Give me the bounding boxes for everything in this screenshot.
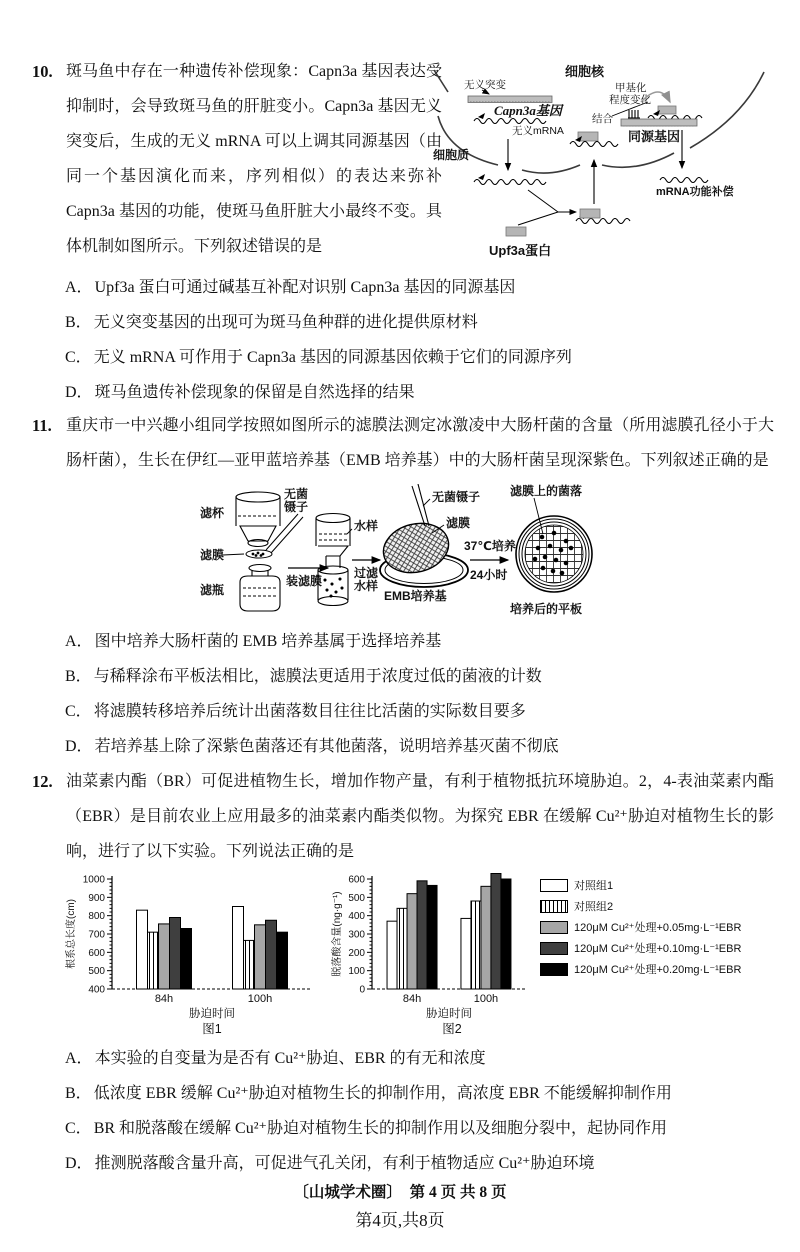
footer-viewer-page-info: 第4页,共8页	[355, 1211, 445, 1230]
svg-text:100h: 100h	[473, 993, 499, 1005]
complex-assembly-lines	[518, 190, 558, 225]
option-d-letter: D．	[65, 384, 93, 401]
question-10-options	[65, 270, 772, 410]
bar-gray-84h	[407, 894, 417, 989]
option-b-letter: B．	[65, 668, 92, 685]
tweezers-2	[412, 484, 429, 526]
option-c-letter: C．	[65, 349, 92, 366]
capn3a-gene-label: Capn3a基因	[494, 103, 562, 118]
binding-complex-wave	[570, 142, 618, 147]
nonsense-mutation-label: 无义突变	[464, 79, 506, 91]
svg-text:400: 400	[88, 984, 105, 996]
y-axis-label: 根系总长度(cm)	[66, 899, 77, 969]
option-d-text: 推测脱落酸含量升高，可促进气孔关闭，有利于植物适应 Cu²⁺胁迫环境	[94, 1155, 595, 1172]
option-b-text: 低浓度 EBR 缓解 Cu²⁺胁迫对植物生长的抑制作用，高浓度 EBR 不能缓解抑制作用	[93, 1085, 672, 1102]
bar-white-100h	[461, 918, 471, 989]
question-12-stem: 油菜素内酯（BR）可促进植物生长，增加作物产量，有利于植物抵抗环境胁迫。2，4-表油菜素内酯（EBR）是目前农业上应用最多的油菜素内酯类似物。为探究 EBR 在缓解 Cu²⁺胁迫对植物生长的影响，进行了以下实验。下列说法正确的是	[66, 773, 774, 860]
question-11	[32, 408, 772, 764]
question-11-stem: 重庆市一中兴趣小组同学按照如图所示的滤膜法测定冰激凌中大肠杆菌的含量（所用滤膜孔径小于大肠杆菌），生长在伊红—亚甲蓝培养基（EMB 培养基）中的大肠杆菌呈现深紫色。下列叙述正确的是	[66, 417, 774, 469]
water-sample-label: 水样	[354, 519, 379, 533]
question-11-options	[65, 624, 772, 764]
root-length-bar-chart	[64, 871, 316, 1021]
svg-text:600: 600	[88, 947, 105, 959]
filter-bottle-label: 滤瓶	[200, 583, 225, 597]
bar-gray-100h	[255, 925, 266, 989]
option-a-letter: A．	[65, 279, 93, 296]
nonsense-mrna-wave	[474, 119, 546, 124]
bar-black-84h	[181, 929, 192, 990]
svg-text:100h: 100h	[247, 993, 273, 1005]
svg-text:84h: 84h	[154, 993, 174, 1005]
bar-darkgray-84h	[170, 918, 181, 990]
homolog-bound-box	[658, 106, 676, 114]
filter-membrane	[246, 550, 272, 558]
bar-white-84h	[137, 910, 148, 989]
option-a-text: Upf3a 蛋白可通过碱基互补配对识别 Capn3a 基因的同源基因	[94, 279, 516, 296]
emb-medium-label: EMB培养基	[384, 589, 447, 603]
bar-darkgray-100h	[491, 874, 501, 990]
svg-text:1000: 1000	[82, 874, 105, 886]
chart-legend	[540, 877, 741, 982]
svg-text:300: 300	[348, 929, 365, 941]
option-c-text: 无义 mRNA 可作用于 Capn3a 基因的同源基因依赖于它们的同源序列	[93, 349, 572, 366]
legend-swatch-vstripe	[540, 900, 568, 913]
bar-black-100h	[501, 879, 511, 989]
question-12	[32, 764, 772, 1181]
option-d	[65, 375, 772, 410]
bar-vstripe-84h	[148, 932, 159, 989]
legend-item-0	[540, 877, 741, 893]
bar-black-84h	[427, 885, 437, 989]
question-10-number: 10.	[32, 62, 53, 81]
option-c	[65, 694, 772, 729]
chart-1-caption: 图1	[202, 1022, 222, 1036]
bar-vstripe-100h	[471, 901, 481, 989]
option-b-letter: B．	[65, 1085, 92, 1102]
binding-complex-box	[578, 132, 598, 141]
option-d	[65, 1146, 772, 1181]
bar-gray-84h	[159, 924, 170, 989]
option-d-text: 斑马鱼遗传补偿现象的保留是自然选择的结果	[94, 384, 415, 401]
nucleus-label: 细胞核	[565, 64, 605, 79]
legend-label: 对照组2	[574, 901, 614, 913]
question-12-options	[65, 1041, 772, 1181]
svg-text:500: 500	[348, 892, 365, 904]
option-a-text: 图中培养大肠杆菌的 EMB 培养基属于选择培养基	[94, 633, 442, 650]
question-12-number: 12.	[32, 772, 53, 791]
svg-text:600: 600	[348, 874, 365, 886]
legend-swatch-darkgray	[540, 942, 568, 955]
aba-content-bar-chart	[330, 871, 530, 1021]
upf3a-label: Upf3a蛋白	[489, 243, 552, 258]
option-b-text: 与稀释涂布平板法相比，滤膜法更适用于浓度过低的菌液的计数	[93, 668, 542, 685]
cytoplasm-label: 细胞质	[433, 148, 470, 162]
upf3a-protein-box	[506, 227, 526, 236]
filter-cup-label: 滤杯	[200, 506, 225, 520]
option-b-letter: B．	[65, 314, 92, 331]
mrna-compensation-label: mRNA功能补偿	[656, 186, 734, 198]
cytoplasm-mrna-wave	[474, 180, 546, 185]
option-b	[65, 305, 772, 340]
bar-gray-100h	[481, 886, 491, 989]
tweezers-label-2: 镊子	[284, 500, 309, 514]
svg-text:100: 100	[348, 966, 365, 978]
option-a	[65, 1041, 772, 1076]
legend-item-3	[540, 940, 741, 956]
homologous-gene-label: 同源基因	[628, 129, 681, 144]
compensation-mrna-wave	[660, 178, 708, 183]
option-d-text: 若培养基上除了深紫色菌落还有其他菌落，说明培养基灭菌不彻底	[94, 738, 559, 755]
bar-vstripe-100h	[244, 940, 255, 989]
filter-sample-label-2: 水样	[354, 579, 379, 593]
option-b	[65, 1076, 772, 1111]
tweezers2-label: 无菌镊子	[432, 490, 481, 504]
y-axis-label: 脱落酸含量(ng·g⁻¹)	[332, 891, 343, 977]
q12-charts	[64, 871, 772, 1037]
option-c	[65, 340, 772, 375]
option-c-text: 将滤膜转移培养后统计出菌落数目往往比活菌的实际数目要多	[93, 703, 526, 720]
question-10	[32, 54, 772, 410]
methylation-marks	[628, 110, 640, 118]
x-axis-label: 胁迫时间	[426, 1008, 472, 1020]
filtration-vessel	[316, 514, 350, 606]
option-b-text: 无义突变基因的出现可为斑马鱼种群的进化提供原材料	[93, 314, 478, 331]
binding-label: 结合	[592, 113, 613, 125]
chart-2-box	[330, 871, 530, 1037]
option-c-letter: C．	[65, 703, 92, 720]
legend-swatch-black	[540, 963, 568, 976]
methylation-label-1: 甲基化	[615, 82, 647, 94]
homologous-gene-bar	[621, 119, 697, 126]
bar-white-84h	[387, 921, 397, 989]
legend-item-2	[540, 919, 741, 935]
svg-text:800: 800	[88, 911, 105, 923]
option-c-text: BR 和脱落酸在缓解 Cu²⁺胁迫对植物生长的抑制作用以及细胞分裂中，起协同作用	[93, 1120, 667, 1137]
bar-darkgray-84h	[417, 881, 427, 989]
option-a-letter: A．	[65, 1050, 93, 1067]
option-c	[65, 1111, 772, 1146]
tweezers-label-1: 无菌	[284, 487, 309, 501]
bar-darkgray-100h	[266, 920, 277, 989]
option-d-letter: D．	[65, 738, 93, 755]
option-d	[65, 729, 772, 764]
svg-text:500: 500	[88, 966, 105, 978]
svg-text:700: 700	[88, 929, 105, 941]
svg-text:0: 0	[359, 984, 365, 996]
q11-membrane-filtration-diagram	[182, 484, 642, 616]
chart-1-box	[64, 871, 316, 1037]
svg-text:84h: 84h	[402, 993, 422, 1005]
nonsense-mrna-label: 无义mRNA	[512, 125, 564, 137]
membrane2-label: 滤膜	[446, 516, 471, 530]
incubate-label: 37℃培养	[464, 539, 516, 553]
cultured-plate	[516, 516, 592, 592]
duration-label: 24小时	[470, 568, 508, 582]
methylation-label-2: 程度变化	[609, 94, 651, 106]
filter-cup	[236, 492, 280, 547]
option-d-letter: D．	[65, 1155, 93, 1172]
bar-black-100h	[277, 932, 288, 989]
legend-swatch-white	[540, 879, 568, 892]
svg-text:900: 900	[88, 892, 105, 904]
option-a-letter: A．	[65, 633, 93, 650]
complex-box	[580, 209, 600, 218]
membrane-label: 滤膜	[200, 548, 225, 562]
legend-label: 120μM Cu²⁺处理+0.10mg·L⁻¹EBR	[574, 943, 742, 955]
filter-bottle	[240, 565, 280, 612]
legend-label: 对照组1	[574, 880, 614, 892]
legend-item-1	[540, 898, 741, 914]
q10-genetic-compensation-diagram	[432, 58, 792, 268]
complex-wave	[576, 219, 630, 224]
svg-text:200: 200	[348, 947, 365, 959]
option-a	[65, 624, 772, 659]
question-11-number: 11.	[32, 416, 52, 435]
load-membrane-label: 装滤膜	[286, 574, 323, 588]
legend-swatch-gray	[540, 921, 568, 934]
option-c-letter: C．	[65, 1120, 92, 1137]
option-b	[65, 659, 772, 694]
x-axis-label: 胁迫时间	[189, 1008, 235, 1020]
bar-white-100h	[233, 907, 244, 990]
option-a-text: 本实验的自变量为是否有 Cu²⁺胁迫、EBR 的有无和浓度	[94, 1050, 486, 1067]
legend-item-4	[540, 961, 741, 977]
question-10-stem: 斑马鱼中存在一种遗传补偿现象：Capn3a 基因表达受抑制时，会导致斑马鱼的肝脏变小。Capn3a 基因无义突变后，生成的无义 mRNA 可以上调其同源基因（由同一个基因演化而来，序列相似）的表达来弥补 Capn3a 基因的功能，使斑马鱼肝脏大小最终不变。具体机制如图所示。下列叙述错误的是	[66, 63, 442, 255]
filter-sample-label-1: 过滤	[354, 566, 379, 580]
option-a	[65, 270, 772, 305]
footer-page-info: 〔山城学术圈〕 第 4 页 共 8 页	[293, 1184, 507, 1201]
legend-label: 120μM Cu²⁺处理+0.05mg·L⁻¹EBR	[574, 922, 742, 934]
colonies-label: 滤膜上的菌落	[510, 484, 583, 498]
chart-2-caption: 图2	[442, 1022, 462, 1036]
legend-label: 120μM Cu²⁺处理+0.20mg·L⁻¹EBR	[574, 964, 742, 976]
bar-vstripe-84h	[397, 908, 407, 989]
svg-text:400: 400	[348, 911, 365, 923]
plate-after-label: 培养后的平板	[510, 602, 583, 616]
